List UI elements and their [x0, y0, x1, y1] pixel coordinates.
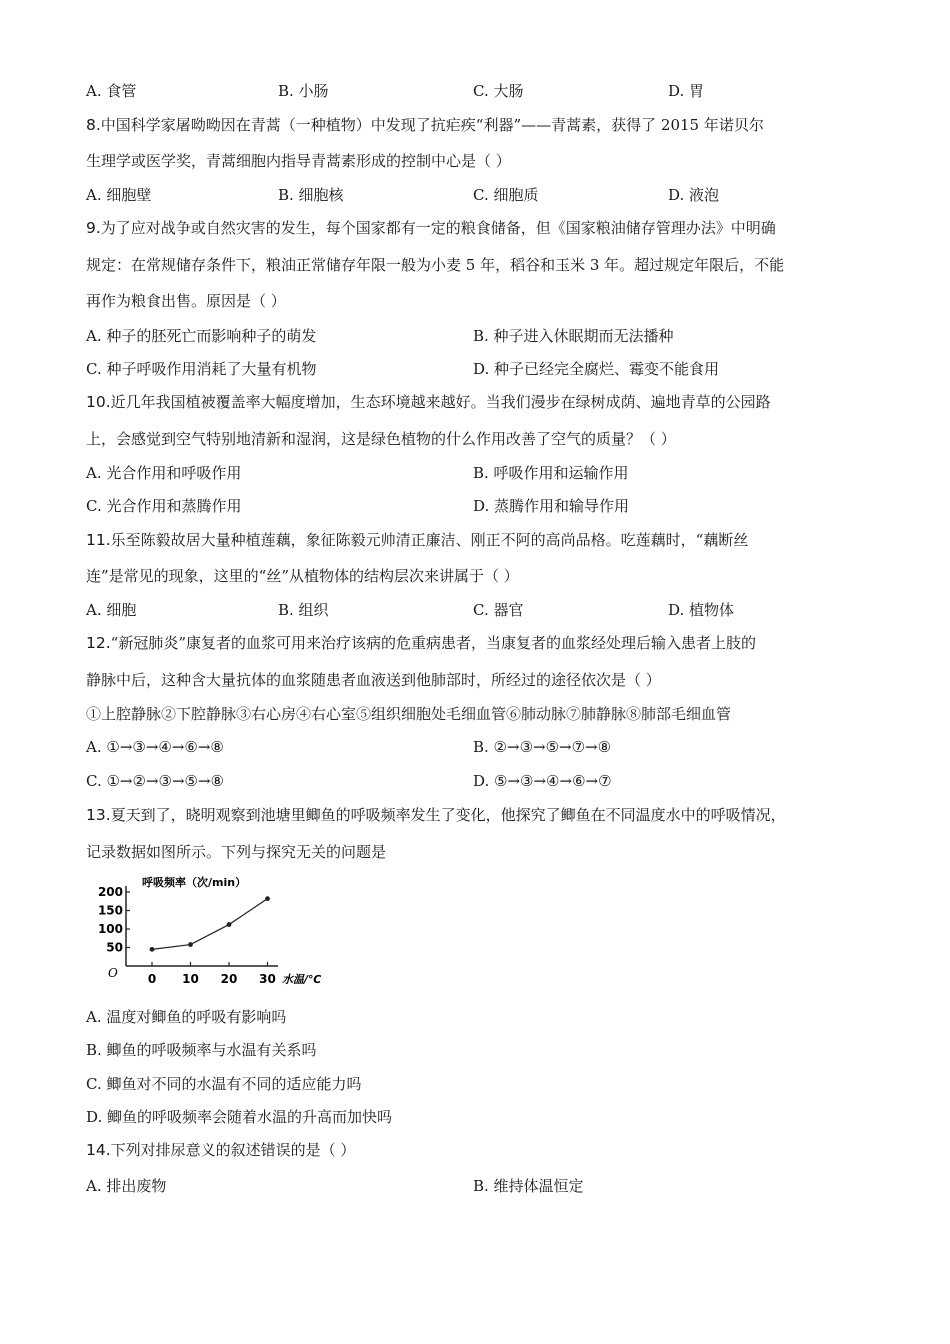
- q8-option-b: B. 细胞核: [278, 186, 344, 204]
- q13-option-b: B. 鲫鱼的呼吸频率与水温有关系吗: [86, 1041, 317, 1059]
- q10-option-a: A. 光合作用和呼吸作用: [86, 464, 242, 482]
- q12-option-d: D. ⑤→③→④→⑥→⑦: [473, 772, 612, 790]
- data-point: [150, 947, 155, 952]
- q9-stem-line-2: 规定：在常规储存条件下，粮油正常储存年限一般为小麦 5 年，稻谷和玉米 3 年。超过规定年限后，不能: [86, 256, 785, 274]
- chart-origin-label: O: [108, 966, 118, 980]
- q12-text-1: “新冠肺炎”康复者的血浆可用来治疗该病的危重病患者，当康复者的血浆经处理后输入患者上肢的: [110, 634, 756, 652]
- q12-option-a: A. ①→③→④→⑥→⑧: [86, 738, 224, 756]
- q12-stem-line-2: 静脉中后，这种含大量抗体的血浆随患者血液送到他肺部时，所经过的途径依次是（ ）: [86, 671, 661, 689]
- chart-title: 呼吸频率（次/min）: [142, 876, 247, 889]
- q11-option-c: C. 器官: [473, 601, 524, 619]
- x-tick-label: 0: [147, 972, 157, 986]
- q13-option-a: A. 温度对鲫鱼的呼吸有影响吗: [86, 1008, 287, 1026]
- q14-text-1: 下列对排尿意义的叙述错误的是（ ）: [110, 1141, 356, 1159]
- q9-text-1: 为了应对战争或自然灾害的发生，每个国家都有一定的粮食储备，但《国家粮油储存管理办法》中明确: [100, 219, 776, 237]
- q10-option-d: D. 蒸腾作用和输导作用: [473, 497, 630, 515]
- q12-option-c: C. ①→②→③→⑤→⑧: [86, 772, 224, 790]
- q9-option-c: C. 种子呼吸作用消耗了大量有机物: [86, 360, 317, 378]
- q10-number: 10.: [86, 393, 111, 411]
- x-tick-label: 20: [220, 972, 238, 986]
- chart-ticks: [98, 885, 276, 986]
- q12-stem-line-3: ①上腔静脉②下腔静脉③右心房④右心室⑤组织细胞处毛细血管⑥肺动脉⑦肺静脉⑧肺部毛细血管: [86, 705, 732, 723]
- q9-stem-line-1: [86, 218, 776, 238]
- q11-option-d: D. 植物体: [668, 601, 735, 619]
- q11-text-1: 乐至陈毅故居大量种植莲藕，象征陈毅元帅清正廉洁、刚正不阿的高尚品格。吃莲藕时，“藕断丝: [110, 531, 749, 549]
- q12-option-b: B. ②→③→⑤→⑦→⑧: [473, 738, 612, 756]
- q9-option-a: A. 种子的胚死亡而影响种子的萌发: [86, 327, 317, 345]
- q12-stem-line-1: [86, 633, 756, 653]
- q7-option-a: A. 食管: [86, 82, 137, 100]
- q10-option-c: C. 光合作用和蒸腾作用: [86, 497, 242, 515]
- chart-series: [150, 896, 270, 951]
- q8-stem-line-2: 生理学或医学奖，青蒿细胞内指导青蒿素形成的控制中心是（ ）: [86, 152, 511, 170]
- q8-stem-line-1: [86, 115, 764, 135]
- q8-number: 8.: [86, 116, 101, 134]
- series-line: [152, 899, 268, 950]
- q10-text-1: 近几年我国植被覆盖率大幅度增加，生态环境越来越好。当我们漫步在绿树成荫、遍地青草的公园路: [110, 393, 771, 411]
- q11-stem-line-2: 连”是常见的现象，这里的“丝”从植物体的结构层次来讲属于（ ）: [86, 567, 519, 585]
- q14-number: 14.: [86, 1141, 111, 1159]
- y-tick-label: 100: [97, 922, 123, 936]
- data-point: [265, 896, 270, 901]
- q10-stem-line-1: [86, 392, 771, 412]
- q9-number: 9.: [86, 219, 101, 237]
- q13-option-c: C. 鲫鱼对不同的水温有不同的适应能力吗: [86, 1075, 362, 1093]
- y-tick-label: 150: [97, 903, 123, 918]
- q12-number: 12.: [86, 634, 111, 652]
- q13-stem-line-2: 记录数据如图所示。下列与探究无关的问题是: [86, 843, 387, 861]
- q13-text-1: 夏天到了，晓明观察到池塘里鲫鱼的呼吸频率发生了变化，他探究了鲫鱼在不同温度水中的呼吸情况，: [110, 806, 786, 824]
- q10-stem-line-2: 上，会感觉到空气特别地清新和湿润，这是绿色植物的什么作用改善了空气的质量？（ ）: [86, 430, 676, 448]
- q8-option-d: D. 液泡: [668, 186, 720, 204]
- q14-option-a: A. 排出废物: [86, 1177, 167, 1195]
- q11-option-a: A. 细胞: [86, 601, 137, 619]
- q13-number: 13.: [86, 806, 111, 824]
- q10-option-b: B. 呼吸作用和运输作用: [473, 464, 629, 482]
- q13-option-d: D. 鲫鱼的呼吸频率会随着水温的升高而加快吗: [86, 1108, 393, 1126]
- q9-option-b: B. 种子进入休眠期而无法播种: [473, 327, 674, 345]
- q7-option-c: C. 大肠: [473, 82, 524, 100]
- q9-option-d: D. 种子已经完全腐烂、霉变不能食用: [473, 360, 720, 378]
- y-tick-label: 200: [97, 885, 123, 899]
- y-tick-label: 50: [106, 940, 123, 955]
- q7-option-b: B. 小肠: [278, 82, 329, 100]
- q8-option-a: A. 细胞壁: [86, 186, 152, 204]
- q11-number: 11.: [86, 531, 111, 549]
- q14-stem-line-1: [86, 1140, 355, 1160]
- data-point: [227, 922, 232, 927]
- data-point: [188, 942, 193, 947]
- q7-option-d: D. 胃: [668, 82, 705, 100]
- x-tick-label: 30: [259, 972, 276, 986]
- q14-option-b: B. 维持体温恒定: [473, 1177, 584, 1195]
- q11-stem-line-1: [86, 530, 748, 550]
- chart-xlabel: 水温/℃: [282, 973, 322, 986]
- q9-stem-line-3: 再作为粮食出售。原因是（ ）: [86, 292, 286, 310]
- q11-option-b: B. 组织: [278, 601, 329, 619]
- q8-text-1: 中国科学家屠呦呦因在青蒿（一种植物）中发现了抗疟疾“利器”——青蒿素，获得了 2015 年诺贝尔: [100, 116, 764, 134]
- x-tick-label: 10: [182, 972, 199, 986]
- q13-stem-line-1: [86, 805, 786, 825]
- respiration-rate-chart: [86, 870, 346, 992]
- chart-axes: [126, 886, 278, 966]
- q8-option-c: C. 细胞质: [473, 186, 539, 204]
